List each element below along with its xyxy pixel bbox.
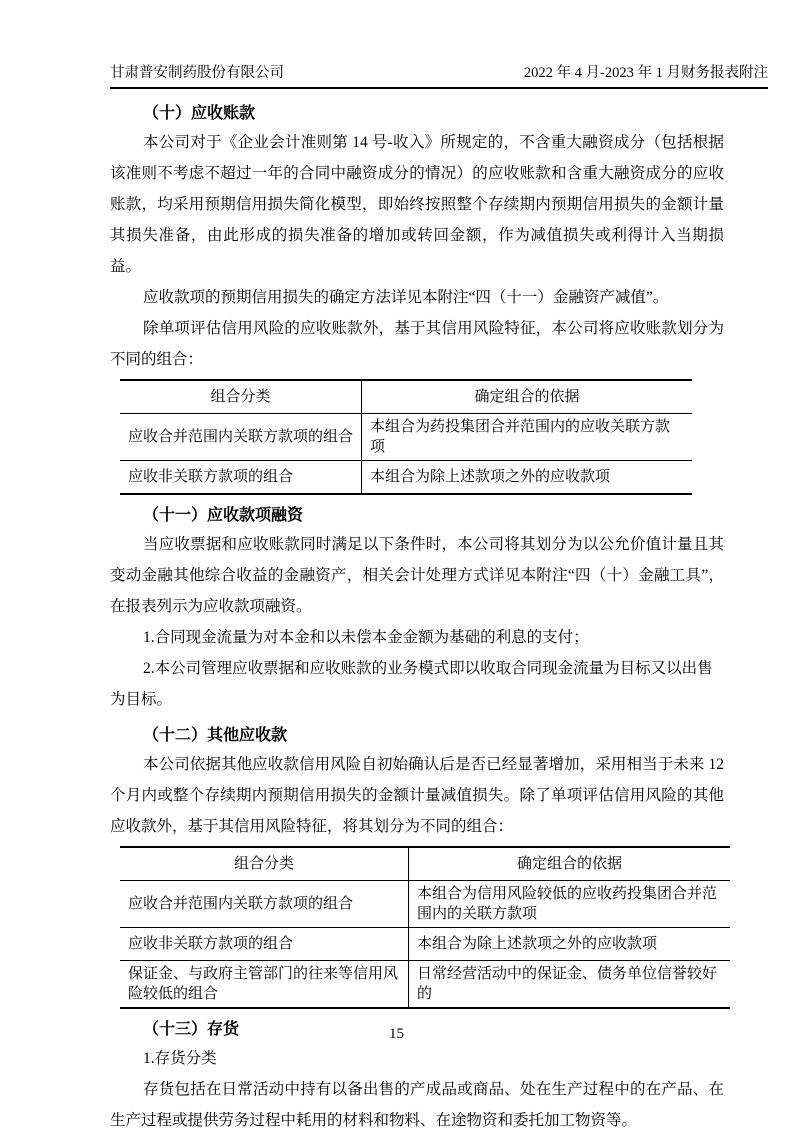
paragraph: 当应收票据和应收账款同时满足以下条件时，本公司将其划分为以公允价值计量且其变动金融其他综合收益的金融资产，相关会计处理方式详见本附注“四（十）金融工具”，在报表列示为应收款项融资。	[110, 536, 724, 615]
paragraph: 存货包括在日常活动中持有以备出售的产成品或商品、处在生产过程中的在产品、在生产过程或提供劳务过程中耗用的材料和物料、在途物资和委托加工物资等。	[110, 1081, 724, 1129]
subsection-label: 1.存货分类	[143, 1050, 217, 1067]
list-item: 1.合同现金流量为对本金和以未偿本金金额为基础的利息的支付；	[143, 629, 589, 646]
header-company-name: 甘肃普安制药股份有限公司	[110, 65, 284, 81]
paragraph: 本公司对于《企业会计准则第 14 号-收入》所规定的，不含重大融资成分（包括根据该准则不考虑不超过一年的合同中融资成分的情况）的应收账款和含重大融资成分的应收账款，均采用预期信用损失简化模型，即始终按照整个存续期内预期信用损失的金额计量其损失准备，由此形成的损失准备的增加或转回金额，作为减值损失或利得计入当期损益。	[110, 134, 724, 275]
section-heading-inventory: （十三）存货	[143, 1021, 240, 1038]
table-row	[120, 461, 692, 495]
table-cell: 保证金、与政府主管部门的往来等信用风险较低的组合	[120, 961, 409, 1009]
table-cell: 本组合为药投集团合并范围内的应收关联方款项	[370, 419, 671, 455]
section-heading-receivables-financing: （十一）应收款项融资	[143, 507, 304, 524]
paragraph: 应收款项的预期信用损失的确定方法详见本附注“四（十一）金融资产减值”。	[143, 289, 669, 306]
table-cell: 应收非关联方款项的组合	[120, 461, 362, 495]
table-row	[120, 414, 692, 461]
table-cell: 应收合并范围内关联方款项的组合	[120, 414, 362, 461]
paragraph: 本公司依据其他应收款信用风险自初始确认后是否已经显著增加，采用相当于未来 12 个月内或整个存续期内预期信用损失的金额计量减值损失。除了单项评估信用风险的其他应收款外，基于其信用风险特征，将其划分为不同的组合：	[110, 756, 724, 835]
other-receivables-grouping-table	[120, 846, 730, 1009]
table-header-cell: 组合分类	[120, 847, 409, 881]
table-cell: 本组合为除上述款项之外的应收款项	[370, 469, 611, 485]
paragraph: 除单项评估信用风险的应收账款外，基于其信用风险特征，本公司将应收账款划分为不同的组合：	[110, 320, 724, 368]
header-report-title: 2022 年 4 月-2023 年 1 月财务报表附注	[523, 65, 768, 81]
table-cell: 应收合并范围内关联方款项的组合	[120, 881, 409, 928]
table-cell: 应收非关联方款项的组合	[120, 928, 409, 961]
table-row	[120, 961, 730, 1009]
table-header-cell: 组合分类	[120, 380, 362, 414]
table-cell: 本组合为除上述款项之外的应收款项	[417, 936, 658, 952]
table-row	[120, 881, 730, 928]
table-header-cell: 确定组合的依据	[474, 389, 580, 405]
table-header-cell: 确定组合的依据	[516, 856, 622, 872]
table-cell: 本组合为信用风险较低的应收药投集团合并范围内的关联方款项	[417, 886, 718, 922]
receivables-grouping-table	[120, 379, 692, 495]
table-header-row	[120, 847, 730, 881]
section-heading-other-receivables: （十二）其他应收款	[143, 727, 288, 744]
table-row	[120, 928, 730, 961]
table-header-row	[120, 380, 692, 414]
page-header	[110, 64, 768, 89]
table-cell: 日常经营活动中的保证金、债务单位信誉较好的	[417, 966, 718, 1002]
page-number: 15	[389, 1026, 404, 1042]
section-heading-receivables: （十）应收账款	[143, 105, 256, 122]
list-item: 2.本公司管理应收票据和应收账款的业务模式即以收取合同现金流量为目标又以出售为目标。	[110, 660, 713, 708]
